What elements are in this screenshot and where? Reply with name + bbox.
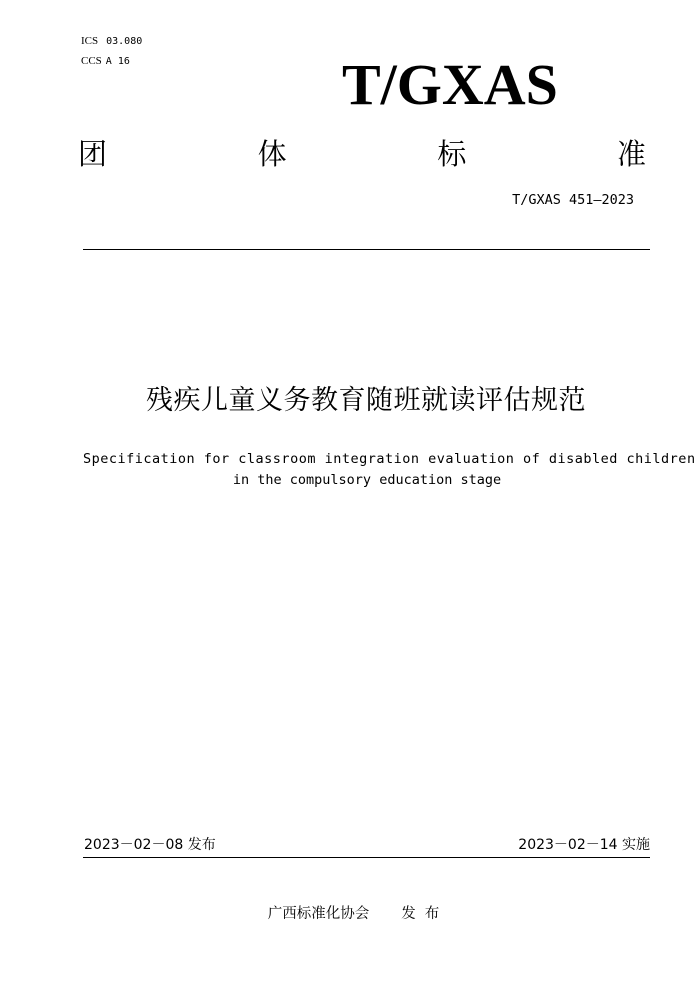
publisher-line: [0, 905, 700, 923]
ics-label: ICS: [81, 35, 99, 47]
publisher-organization: 广西标准化协会: [267, 906, 370, 922]
standard-type-char: 团: [78, 137, 108, 171]
document-title-english-line-2: in the compulsory education stage: [232, 472, 502, 488]
ccs-classification: [81, 55, 130, 68]
header-divider: [83, 249, 650, 250]
standard-brand-logo: T/GXAS: [342, 52, 558, 117]
issue-date: 2023－02－08 发布: [84, 837, 216, 853]
standard-type-char: 准: [616, 137, 646, 171]
standard-type-heading: [78, 137, 646, 173]
standard-type-char: 体: [257, 137, 287, 171]
ccs-label: CCS: [81, 55, 102, 67]
document-title-english-line-1: Specification for classroom integration evaluation of disabled children: [83, 451, 696, 467]
ics-classification: [81, 35, 142, 48]
document-title-chinese: 残疾儿童义务教育随班就读评估规范: [146, 385, 586, 416]
standard-type-char: 标: [437, 137, 467, 171]
standard-number: T/GXAS 451—2023: [512, 192, 634, 208]
ics-code: 03.080: [106, 36, 143, 47]
publisher-verb: 发布: [401, 906, 449, 922]
footer-divider: [83, 857, 650, 858]
ccs-code: A 16: [105, 56, 130, 67]
implementation-date: 2023－02－14 实施: [518, 837, 650, 853]
